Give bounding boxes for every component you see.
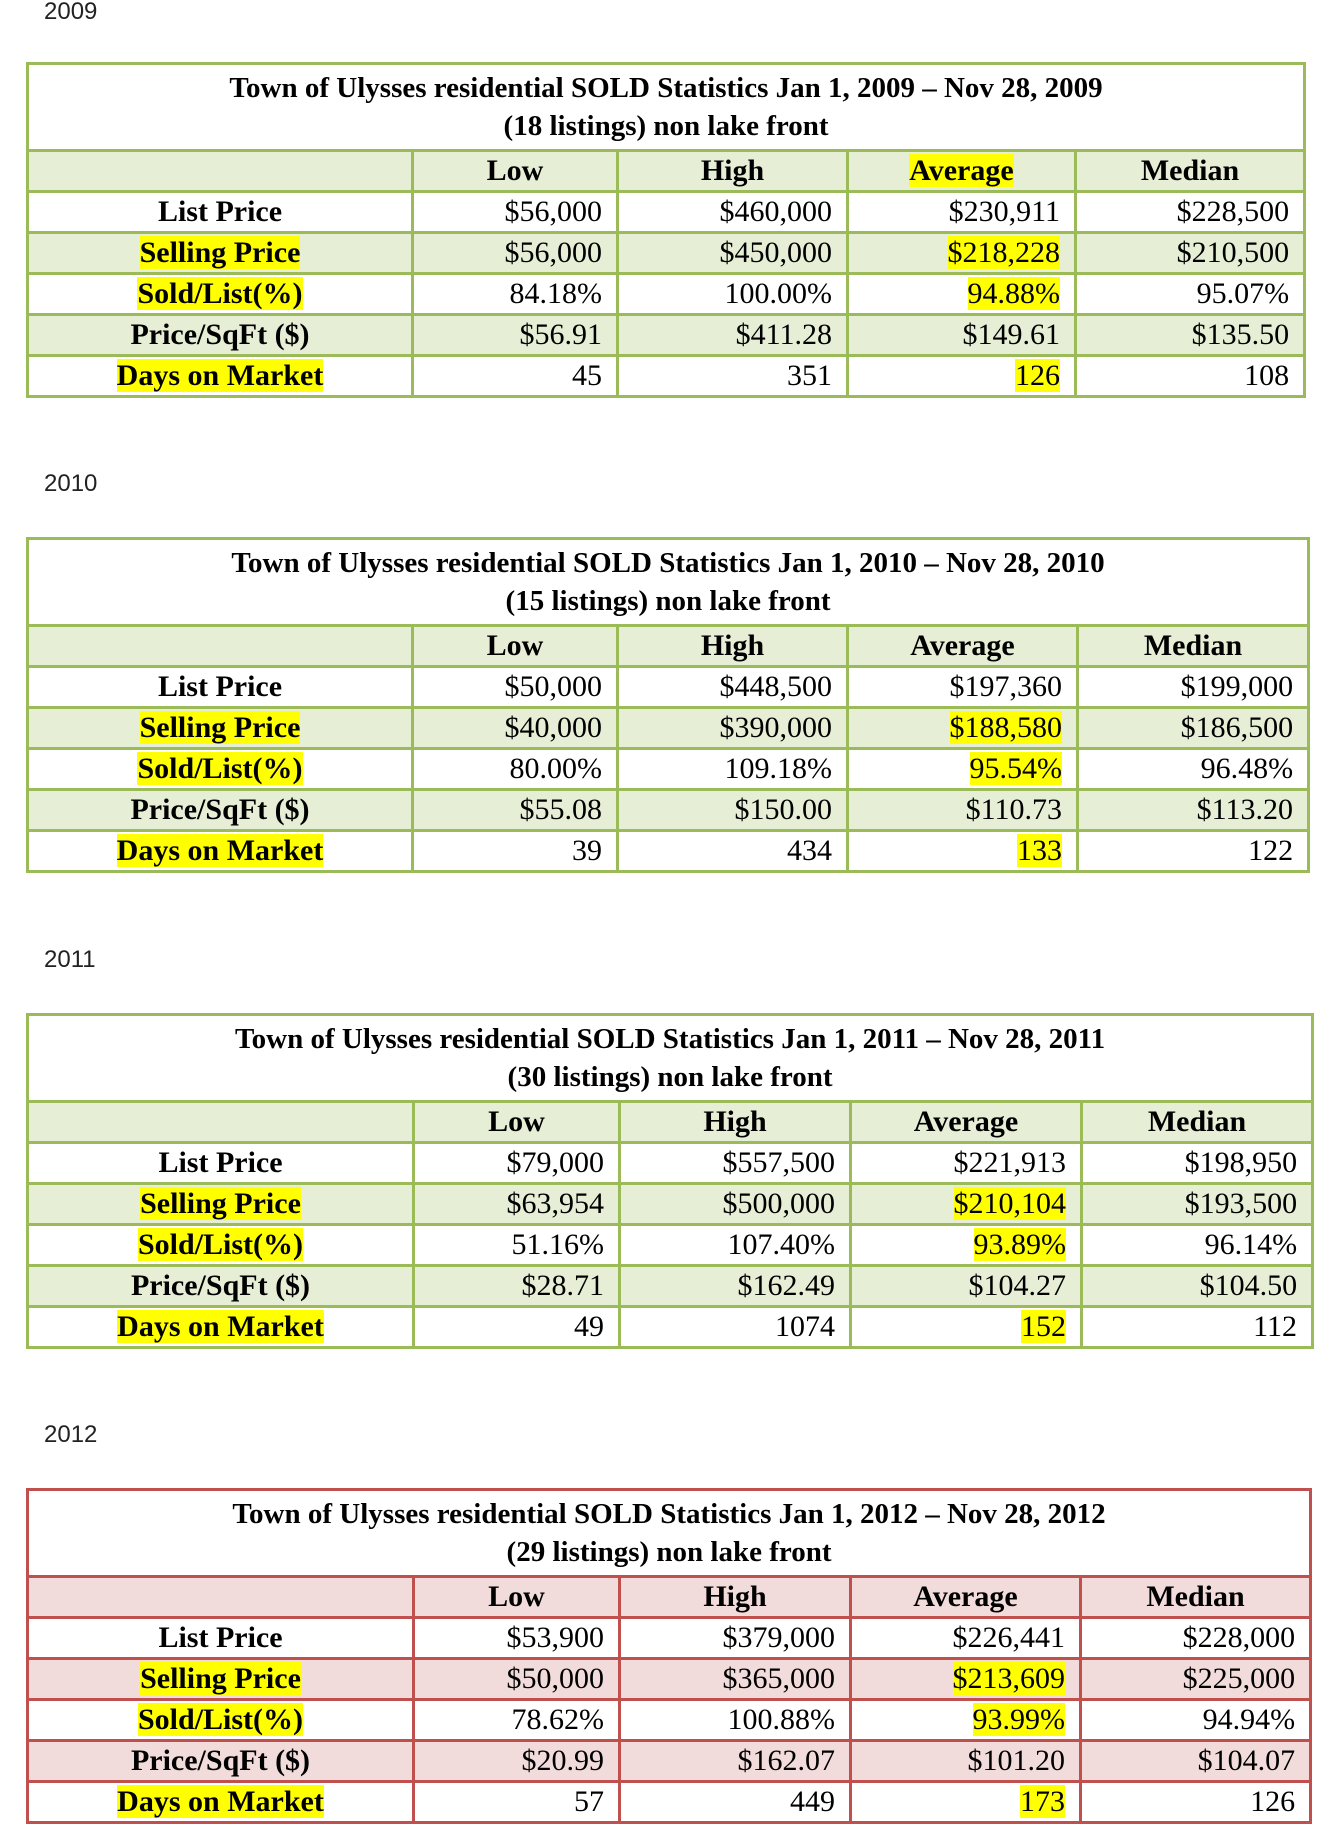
header-low: Low (414, 1102, 620, 1143)
year-label: 2011 (44, 946, 96, 973)
cell-average: $188,580 (848, 708, 1078, 749)
cell-low: $50,000 (414, 1659, 620, 1700)
cell-average: 93.89% (851, 1225, 1082, 1266)
row-label: Selling Price (28, 1184, 414, 1225)
row-label: List Price (28, 1618, 414, 1659)
table-row (28, 1741, 1311, 1782)
header-row (28, 626, 1309, 667)
cell-average: 152 (851, 1307, 1082, 1348)
cell-low: 57 (414, 1782, 620, 1823)
header-empty (28, 626, 413, 667)
table-row (28, 1782, 1311, 1823)
cell-median: 108 (1076, 356, 1305, 397)
cell-low: 84.18% (413, 274, 618, 315)
cell-average: 126 (848, 356, 1076, 397)
cell-high: $390,000 (618, 708, 848, 749)
table-title: Town of Ulysses residential SOLD Statistics Jan 1, 2010 – Nov 28, 2010 (15 listings) non lake front (28, 539, 1309, 626)
cell-average: $197,360 (848, 667, 1078, 708)
table-row (28, 233, 1305, 274)
cell-median: $210,500 (1076, 233, 1305, 274)
cell-average: $210,104 (851, 1184, 1082, 1225)
table-title: Town of Ulysses residential SOLD Statistics Jan 1, 2012 – Nov 28, 2012 (29 listings) non lake front (28, 1490, 1311, 1577)
header-median: Median (1076, 151, 1305, 192)
cell-high: $557,500 (620, 1143, 851, 1184)
header-empty (28, 151, 413, 192)
table-row (28, 708, 1309, 749)
cell-high: $365,000 (620, 1659, 851, 1700)
cell-low: $50,000 (413, 667, 618, 708)
cell-average: 133 (848, 831, 1078, 872)
stats-table (26, 62, 1306, 398)
row-label: List Price (28, 192, 413, 233)
table-row (28, 274, 1305, 315)
cell-median: $113.20 (1078, 790, 1309, 831)
header-low: Low (413, 626, 618, 667)
year-label: 2009 (44, 0, 98, 25)
cell-high: 434 (618, 831, 848, 872)
table-row (28, 356, 1305, 397)
cell-average: 94.88% (848, 274, 1076, 315)
cell-low: 80.00% (413, 749, 618, 790)
header-average: Average (851, 1102, 1082, 1143)
cell-high: $162.49 (620, 1266, 851, 1307)
header-high: High (618, 626, 848, 667)
cell-average: $218,228 (848, 233, 1076, 274)
table-row (28, 315, 1305, 356)
cell-low: 51.16% (414, 1225, 620, 1266)
cell-median: $186,500 (1078, 708, 1309, 749)
table-row (28, 1307, 1313, 1348)
row-label: Price/SqFt ($) (28, 1741, 414, 1782)
table-row (28, 1266, 1313, 1307)
cell-median: 112 (1082, 1307, 1313, 1348)
cell-low: $53,900 (414, 1618, 620, 1659)
cell-average: 173 (851, 1782, 1081, 1823)
header-row (28, 1102, 1313, 1143)
cell-low: $55.08 (413, 790, 618, 831)
cell-average: $226,441 (851, 1618, 1081, 1659)
cell-high: 351 (618, 356, 848, 397)
table-row (28, 1184, 1313, 1225)
table-row (28, 1225, 1313, 1266)
header-row (28, 1577, 1311, 1618)
table-title: Town of Ulysses residential SOLD Statistics Jan 1, 2011 – Nov 28, 2011 (30 listings) non lake front (28, 1015, 1313, 1102)
table-row (28, 1659, 1311, 1700)
cell-low: $28.71 (414, 1266, 620, 1307)
cell-median: 95.07% (1076, 274, 1305, 315)
header-median: Median (1078, 626, 1309, 667)
table-row (28, 831, 1309, 872)
cell-average: $221,913 (851, 1143, 1082, 1184)
header-empty (28, 1102, 414, 1143)
header-empty (28, 1577, 414, 1618)
stats-table (26, 1488, 1312, 1824)
cell-high: $448,500 (618, 667, 848, 708)
cell-high: $379,000 (620, 1618, 851, 1659)
cell-low: $40,000 (413, 708, 618, 749)
header-average: Average (848, 151, 1076, 192)
year-label: 2010 (44, 470, 98, 497)
cell-low: $56,000 (413, 192, 618, 233)
row-label: Days on Market (28, 1307, 414, 1348)
cell-average: $213,609 (851, 1659, 1081, 1700)
stats-table (26, 537, 1310, 873)
cell-average: $101.20 (851, 1741, 1081, 1782)
cell-median: $228,000 (1081, 1618, 1311, 1659)
cell-average: $110.73 (848, 790, 1078, 831)
table-title: Town of Ulysses residential SOLD Statistics Jan 1, 2009 – Nov 28, 2009 (18 listings) non lake front (28, 64, 1305, 151)
cell-median: $104.50 (1082, 1266, 1313, 1307)
table-row (28, 667, 1309, 708)
cell-average: 95.54% (848, 749, 1078, 790)
header-low: Low (413, 151, 618, 192)
cell-high: 100.88% (620, 1700, 851, 1741)
cell-median: $193,500 (1082, 1184, 1313, 1225)
cell-high: 107.40% (620, 1225, 851, 1266)
cell-average: $230,911 (848, 192, 1076, 233)
cell-median: $228,500 (1076, 192, 1305, 233)
row-label: Sold/List(%) (28, 749, 413, 790)
cell-median: $198,950 (1082, 1143, 1313, 1184)
table-row (28, 192, 1305, 233)
cell-high: 1074 (620, 1307, 851, 1348)
header-average: Average (848, 626, 1078, 667)
row-label: Selling Price (28, 233, 413, 274)
cell-median: 94.94% (1081, 1700, 1311, 1741)
cell-low: 39 (413, 831, 618, 872)
cell-median: 122 (1078, 831, 1309, 872)
cell-high: 100.00% (618, 274, 848, 315)
cell-high: $162.07 (620, 1741, 851, 1782)
cell-median: 126 (1081, 1782, 1311, 1823)
header-high: High (618, 151, 848, 192)
table-row (28, 1618, 1311, 1659)
cell-median: 96.14% (1082, 1225, 1313, 1266)
row-label: Sold/List(%) (28, 1700, 414, 1741)
cell-low: $63,954 (414, 1184, 620, 1225)
cell-median: $104.07 (1081, 1741, 1311, 1782)
cell-low: $20.99 (414, 1741, 620, 1782)
header-average: Average (851, 1577, 1081, 1618)
cell-high: $411.28 (618, 315, 848, 356)
cell-low: 49 (414, 1307, 620, 1348)
stats-table (26, 1013, 1314, 1349)
cell-median: $225,000 (1081, 1659, 1311, 1700)
cell-high: $150.00 (618, 790, 848, 831)
table-row (28, 1700, 1311, 1741)
cell-median: $199,000 (1078, 667, 1309, 708)
cell-low: 45 (413, 356, 618, 397)
header-median: Median (1082, 1102, 1313, 1143)
cell-average: 93.99% (851, 1700, 1081, 1741)
year-label: 2012 (44, 1421, 98, 1448)
row-label: Price/SqFt ($) (28, 315, 413, 356)
header-low: Low (414, 1577, 620, 1618)
row-label: Price/SqFt ($) (28, 1266, 414, 1307)
row-label: Days on Market (28, 1782, 414, 1823)
row-label: Sold/List(%) (28, 1225, 414, 1266)
cell-high: $460,000 (618, 192, 848, 233)
cell-high: 449 (620, 1782, 851, 1823)
cell-low: 78.62% (414, 1700, 620, 1741)
cell-average: $149.61 (848, 315, 1076, 356)
row-label: Selling Price (28, 1659, 414, 1700)
row-label: Days on Market (28, 356, 413, 397)
cell-average: $104.27 (851, 1266, 1082, 1307)
row-label: List Price (28, 1143, 414, 1184)
cell-low: $56.91 (413, 315, 618, 356)
header-row (28, 151, 1305, 192)
table-row (28, 790, 1309, 831)
row-label: Price/SqFt ($) (28, 790, 413, 831)
cell-high: 109.18% (618, 749, 848, 790)
row-label: Sold/List(%) (28, 274, 413, 315)
cell-low: $56,000 (413, 233, 618, 274)
cell-high: $500,000 (620, 1184, 851, 1225)
row-label: List Price (28, 667, 413, 708)
cell-low: $79,000 (414, 1143, 620, 1184)
header-high: High (620, 1577, 851, 1618)
cell-median: $135.50 (1076, 315, 1305, 356)
header-median: Median (1081, 1577, 1311, 1618)
row-label: Days on Market (28, 831, 413, 872)
header-high: High (620, 1102, 851, 1143)
cell-high: $450,000 (618, 233, 848, 274)
table-row (28, 749, 1309, 790)
cell-median: 96.48% (1078, 749, 1309, 790)
row-label: Selling Price (28, 708, 413, 749)
table-row (28, 1143, 1313, 1184)
